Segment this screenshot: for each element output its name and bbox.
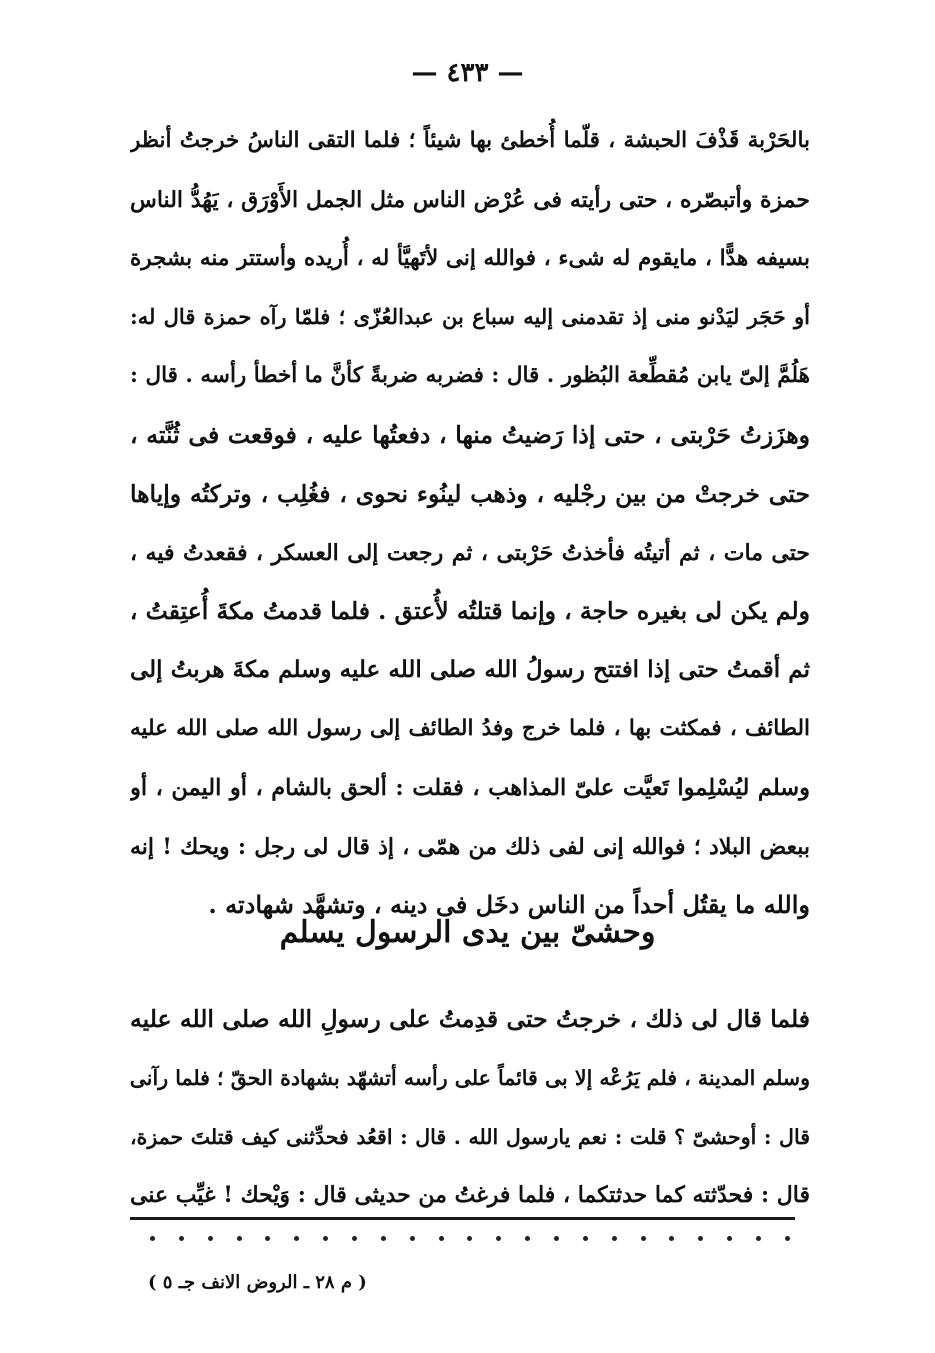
text-line: وهزَزتُ حَرْبتى ، حتى إذا رَضيتُ منها ، دفعتُها عليه ، فوقعت فى ثُنَّته ، <box>130 420 810 449</box>
dot <box>496 1236 501 1241</box>
dot <box>785 1236 790 1241</box>
text-line: وسلم المدينة ، فلم يَرُعْه إلا بى قائماً على رأسه أتشهّد بشهادة الحقّ ؛ فلما رآنى <box>130 1065 810 1090</box>
dot <box>150 1236 155 1241</box>
dot <box>612 1236 617 1241</box>
paragraph-2 <box>130 990 810 1225</box>
signature-mark: ( م ٢٨ ـ الروض الانف جـ ٥ ) <box>148 1272 367 1293</box>
dot <box>467 1236 472 1241</box>
dot <box>294 1236 299 1241</box>
dot <box>352 1236 357 1241</box>
text-line: ببعض البلاد ؛ فوالله إنى لفى ذلك من همّى ، إذ قال لى رجل : ويحك ! إنه <box>130 833 810 860</box>
dot <box>439 1236 444 1241</box>
page-number: — ٤٣٣ — <box>411 58 524 88</box>
footer-rule <box>130 1217 795 1220</box>
text-line: أو حَجَر ليَدْنو منى إذ تقدمنى إليه سباع بن عبدالعُزّى ؛ فلمّا رآه حمزة قال له: <box>130 304 810 330</box>
text-line: حمزة وأتبصّره ، حتى رأيته فى عُرْض الناس مثل الجمل الأَوْرَق ، يَهُدُّ الناس <box>130 186 810 213</box>
dot <box>756 1236 761 1241</box>
text-line: حتى مات ، ثم أتيتُه فأخذتُ حَرْبتى ، ثم رجعت إلى العسكر ، فقعدتُ فيه ، <box>130 539 810 566</box>
dot <box>583 1236 588 1241</box>
text-line: فلما قال لى ذلك ، خرجتُ حتى قدِمتُ على رسولِ الله صلى الله عليه <box>130 1005 810 1033</box>
dot <box>208 1236 213 1241</box>
text-line: بسيفه هدًّا ، مايقوم له شىء ، فوالله إنى لأتَهيَّأ له ، أُريده وأستتر منه بشجرة <box>130 245 810 271</box>
dot <box>669 1236 674 1241</box>
paragraph-1 <box>130 112 810 935</box>
dot <box>381 1236 386 1241</box>
text-line: حتى خرجتْ من بين رجْليه ، وذهب لينُوء نحوى ، فغُلِب ، وتركتُه وإياها <box>130 479 810 508</box>
text-line: قال : فحدّثته كما حدثتكما ، فلما فرغتُ من حديثى قال : وَيْحك ! غيِّب عنى <box>130 1182 810 1209</box>
text-line: والله ما يقتُل أحداً من الناس دخَل فى دينه ، وتشهَّد شهادته . <box>208 890 810 920</box>
text-line: بالحَرْبة قَذْفَ الحبشة ، قلّما أُخطئ بها شيئاً ؛ فلما التقى الناسُ خرجتُ أنظر <box>130 128 810 153</box>
dot <box>525 1236 530 1241</box>
text-line: هَلُمَّ إلىّ يابن مُقطِّعة البُظور . قال : فضربه ضربةً كأنَّ ما أخطأ رأسه . قال : <box>130 363 810 389</box>
dot <box>698 1236 703 1241</box>
dot <box>727 1236 732 1241</box>
text-line: الطائف ، فمكثت بها ، فلما خرج وفدُ الطائف إلى رسول الله صلى الله عليه <box>130 715 810 741</box>
section-heading: وحشىّ بين يدى الرسول يسلم <box>279 915 656 950</box>
dot <box>410 1236 415 1241</box>
dot <box>641 1236 646 1241</box>
text-line: قال : أوحشىّ ؟ قلت : نعم يارسول الله . قال : اقعُد فحدِّثنى كيف قتلتَ حمزة، <box>130 1124 810 1149</box>
dot <box>323 1236 328 1241</box>
text-line: ثم أقمتُ حتى إذا افتتح رسولُ الله صلى الله عليه وسلم مكةَ هربتُ إلى <box>130 656 810 684</box>
footer-dots <box>150 1236 790 1241</box>
dot <box>265 1236 270 1241</box>
dot <box>179 1236 184 1241</box>
dot <box>554 1236 559 1241</box>
text-line: ولم يكن لى بغيره حاجة ، وإنما قتلتُه لأُعتق . فلما قدمتُ مكةَ أُعتِقتُ ، <box>130 597 810 626</box>
text-line: وسلم ليُسْلِموا تَعيَّت علىّ المذاهب ، فقلت : ألحق بالشام ، أو اليمن ، أو <box>130 774 810 801</box>
dot <box>237 1236 242 1241</box>
